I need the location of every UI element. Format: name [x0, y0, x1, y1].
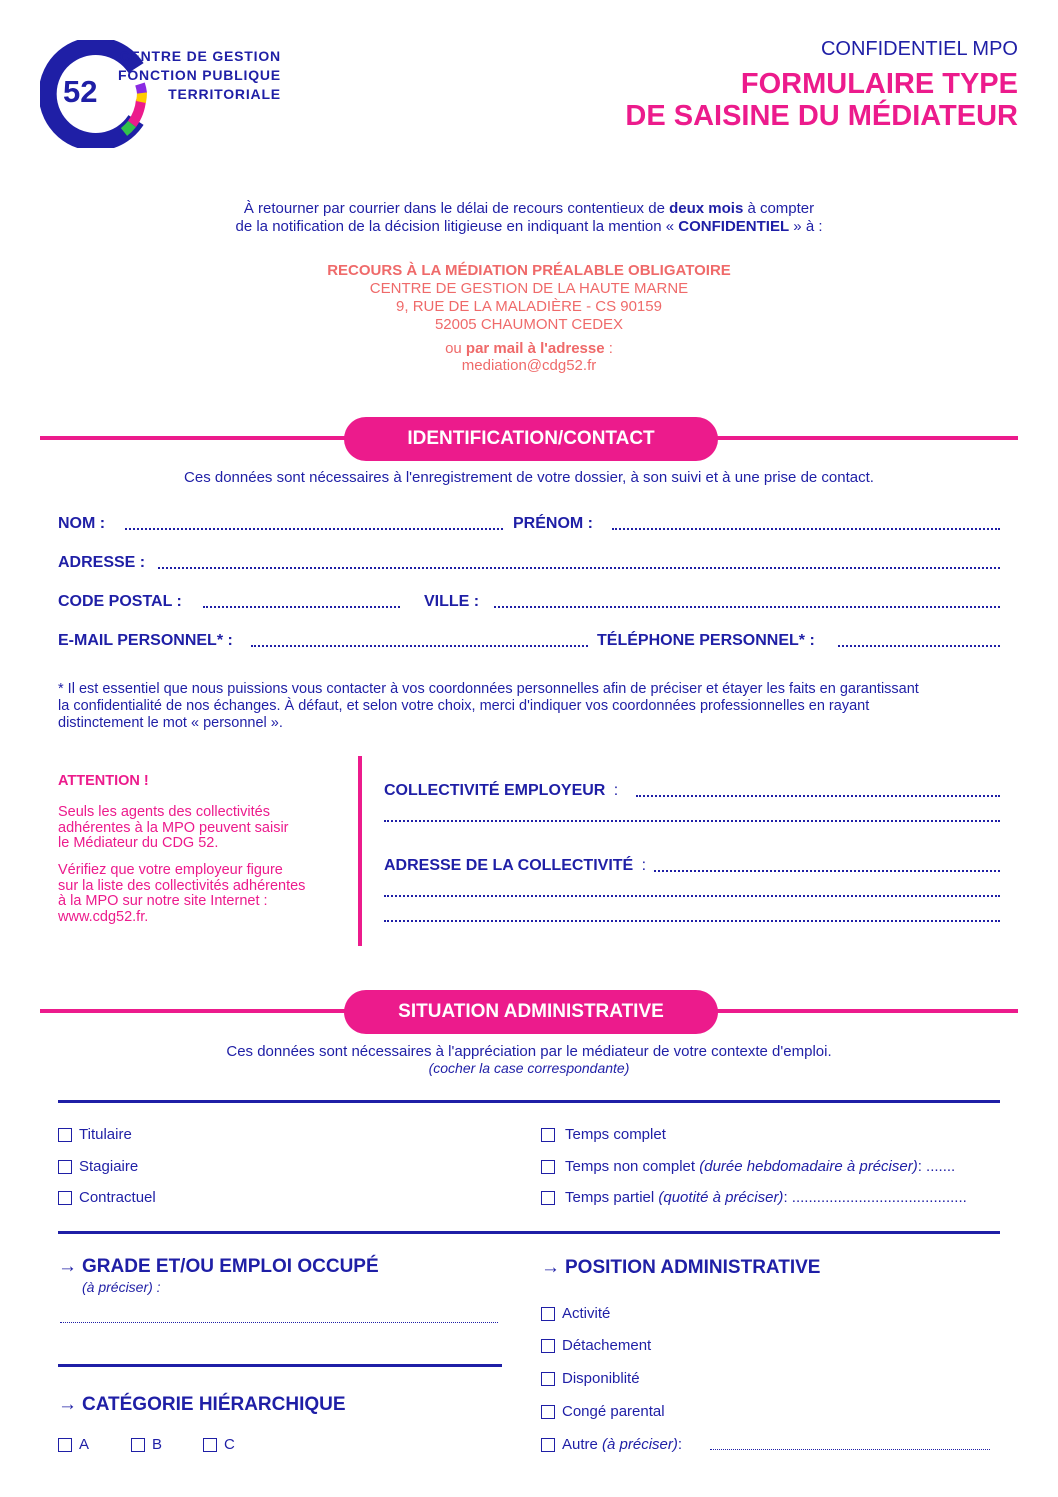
section1-subtitle: Ces données sont nécessaires à l'enregistrement de votre dossier, à son suivi et à une prise de contact.	[184, 469, 874, 486]
attention-text: sur la liste des collectivités adhérentes	[58, 877, 306, 894]
section-title-situation: SITUATION ADMINISTRATIVE	[344, 990, 718, 1034]
address-colon: :	[604, 340, 613, 357]
grade-note: (à préciser) :	[82, 1279, 161, 1295]
checkbox-temps-non-complet[interactable]	[541, 1158, 955, 1175]
arrow-right-icon: →	[58, 1394, 77, 1415]
checkbox-note: (à préciser)	[602, 1436, 678, 1453]
attention-text: adhérentes à la MPO peuvent saisir	[58, 819, 289, 836]
telephone-label: TÉLÉPHONE PERSONNEL* :	[597, 632, 815, 649]
checkbox-icon[interactable]	[58, 1191, 72, 1205]
section-title-identification: IDENTIFICATION/CONTACT	[344, 417, 718, 461]
logo-line-3: TERRITORIALE	[168, 86, 281, 102]
note-line-1: * Il est essentiel que nous puissions vous contacter à vos coordonnées personnelles afin de préciser et étayer les faits en garantissant	[58, 681, 919, 697]
checkbox-icon[interactable]	[541, 1160, 555, 1174]
grade-field[interactable]	[60, 1322, 498, 1323]
code-postal-field[interactable]	[203, 606, 400, 608]
checkbox-note: (quotité à préciser)	[658, 1189, 784, 1206]
checkbox-detachement[interactable]	[541, 1337, 651, 1354]
arrow-right-icon: →	[541, 1257, 560, 1278]
checkbox-contractuel[interactable]	[58, 1189, 156, 1206]
intro-deadline: deux mois	[669, 200, 744, 217]
checkbox-categorie-c[interactable]	[203, 1436, 235, 1453]
address-line-2: CENTRE DE GESTION DE LA HAUTE MARNE	[369, 280, 689, 297]
intro-line-2	[0, 218, 1058, 235]
checkbox-titulaire[interactable]	[58, 1126, 132, 1143]
grade-title: GRADE ET/OU EMPLOI OCCUPÉ	[82, 1256, 379, 1277]
arrow-right-icon: →	[58, 1256, 77, 1277]
logo-line-2: FONCTION PUBLIQUE	[118, 67, 281, 83]
adresse-collectivite-field-2[interactable]	[384, 895, 1000, 897]
blue-divider	[58, 1364, 502, 1367]
logo-number: 52	[63, 74, 98, 109]
checkbox-autre[interactable]	[541, 1436, 682, 1453]
checkbox-icon[interactable]	[58, 1128, 72, 1142]
intro-line-1	[0, 200, 1058, 217]
checkbox-temps-partiel[interactable]	[541, 1189, 967, 1206]
checkbox-icon[interactable]	[131, 1438, 145, 1452]
checkbox-note: (durée hebdomadaire à préciser)	[699, 1158, 918, 1175]
contact-note	[58, 681, 1008, 732]
checkbox-label: Stagiaire	[79, 1158, 139, 1175]
section2-subtitle-2: (cocher la case correspondante)	[428, 1060, 630, 1076]
checkbox-colon: :	[677, 1436, 683, 1453]
adresse-collectivite-colon: :	[641, 857, 647, 874]
position-title: POSITION ADMINISTRATIVE	[565, 1257, 821, 1278]
confidential-label: CONFIDENTIEL MPO	[820, 38, 1018, 60]
address-line-1: RECOURS À LA MÉDIATION PRÉALABLE OBLIGATOIRE	[327, 262, 731, 279]
checkbox-categorie-a[interactable]	[58, 1436, 89, 1453]
intro-text: de la notification de la décision litigieuse en indiquant la mention «	[235, 218, 679, 235]
attention-website[interactable]: www.cdg52.fr.	[58, 908, 149, 925]
logo-line-1: CENTRE DE GESTION	[119, 48, 281, 64]
categorie-title: CATÉGORIE HIÉRARCHIQUE	[82, 1394, 346, 1415]
checkbox-categorie-b[interactable]	[131, 1436, 162, 1453]
checkbox-icon[interactable]	[541, 1128, 555, 1142]
checkbox-icon[interactable]	[58, 1438, 72, 1452]
adresse-collectivite-label	[384, 857, 646, 875]
collectivite-text: COLLECTIVITÉ EMPLOYEUR	[384, 782, 606, 799]
adresse-collectivite-field[interactable]	[654, 870, 1000, 872]
checkbox-activite[interactable]	[541, 1305, 610, 1322]
checkbox-label: Détachement	[562, 1337, 652, 1354]
adresse-label: ADRESSE :	[58, 554, 146, 571]
checkbox-label: Temps complet	[565, 1126, 666, 1143]
checkbox-disponibilite[interactable]	[541, 1370, 640, 1387]
address-mail-label: par mail à l'adresse	[465, 340, 605, 357]
adresse-collectivite-field-3[interactable]	[384, 920, 1000, 922]
checkbox-label: B	[152, 1436, 163, 1453]
logo-text	[118, 47, 281, 104]
address-line-4: 52005 CHAUMONT CEDEX	[434, 316, 624, 333]
attention-paragraph-2	[58, 863, 358, 925]
checkbox-label: Disponiblité	[562, 1370, 640, 1387]
checkbox-label: Contractuel	[79, 1189, 156, 1206]
section2-subtitle: Ces données sont nécessaires à l'appréciation par le médiateur de votre contexte d'emploi.	[226, 1043, 832, 1060]
prenom-field[interactable]	[612, 528, 1000, 530]
address-line-3: 9, RUE DE LA MALADIÈRE - CS 90159	[396, 298, 662, 315]
collectivite-field[interactable]	[636, 795, 1000, 797]
vertical-divider	[358, 756, 362, 946]
note-line-2: la confidentialité de nos échanges. À défaut, et selon votre choix, merci d'indiquer vos coordonnées professionnelles en rayant	[58, 698, 870, 714]
checkbox-label: Activité	[562, 1305, 611, 1322]
checkbox-fill[interactable]: : .......	[917, 1158, 956, 1175]
collectivite-label	[384, 782, 618, 800]
checkbox-temps-complet[interactable]	[541, 1126, 666, 1143]
checkbox-icon[interactable]	[203, 1438, 217, 1452]
checkbox-icon[interactable]	[541, 1405, 555, 1419]
code-postal-label: CODE POSTAL :	[58, 593, 182, 610]
checkbox-label: Temps non complet	[565, 1158, 696, 1175]
checkbox-label: Congé parental	[562, 1403, 665, 1420]
note-line-3: distinctement le mot « personnel ».	[58, 715, 283, 731]
attention-text: Seuls les agents des collectivités	[58, 804, 270, 820]
intro-text: à compter	[743, 200, 815, 217]
blue-divider	[58, 1100, 1000, 1103]
address-or: ou	[445, 340, 466, 357]
checkbox-label: Temps partiel	[565, 1189, 655, 1206]
address-mail-line	[0, 340, 1058, 358]
intro-mention: CONFIDENTIEL	[678, 218, 790, 235]
categorie-heading	[58, 1394, 346, 1416]
page-title	[625, 68, 1018, 132]
ville-label: VILLE :	[424, 593, 480, 610]
nom-label: NOM :	[58, 515, 106, 532]
telephone-field[interactable]	[838, 645, 1000, 647]
address-email[interactable]: mediation@cdg52.fr	[461, 357, 597, 374]
attention-text: Vérifiez que votre employeur figure	[58, 862, 283, 878]
title-line-1: FORMULAIRE TYPE	[740, 68, 1018, 100]
checkbox-icon[interactable]	[541, 1372, 555, 1386]
checkbox-label: Titulaire	[79, 1126, 132, 1143]
email-field[interactable]	[251, 645, 588, 647]
checkbox-stagiaire[interactable]	[58, 1158, 138, 1175]
email-label: E-MAIL PERSONNEL* :	[58, 632, 233, 649]
title-line-2: DE SAISINE DU MÉDIATEUR	[625, 100, 1018, 132]
checkbox-fill[interactable]: : ..........................................	[783, 1189, 967, 1206]
adresse-field[interactable]	[158, 567, 1000, 569]
intro-text: À retourner par courrier dans le délai de recours contentieux de	[243, 200, 670, 217]
attention-text: à la MPO sur notre site Internet :	[58, 893, 268, 909]
checkbox-icon[interactable]	[58, 1160, 72, 1174]
grade-heading	[58, 1256, 379, 1278]
collectivite-field-2[interactable]	[384, 820, 1000, 822]
autre-field[interactable]	[710, 1449, 990, 1450]
collectivite-colon: :	[613, 782, 619, 799]
prenom-label: PRÉNOM :	[513, 515, 593, 532]
checkbox-icon[interactable]	[541, 1339, 555, 1353]
position-heading	[541, 1257, 820, 1279]
attention-title: ATTENTION !	[58, 773, 149, 789]
intro-text: » à :	[789, 218, 823, 235]
ville-field[interactable]	[494, 606, 1000, 608]
blue-divider	[58, 1231, 1000, 1234]
checkbox-label: C	[224, 1436, 235, 1453]
checkbox-icon[interactable]	[541, 1438, 555, 1452]
attention-paragraph-1	[58, 805, 358, 852]
checkbox-conge-parental[interactable]	[541, 1403, 665, 1420]
checkbox-icon[interactable]	[541, 1191, 555, 1205]
nom-field[interactable]	[125, 528, 503, 530]
adresse-collectivite-text: ADRESSE DE LA COLLECTIVITÉ	[384, 857, 634, 874]
checkbox-label: A	[79, 1436, 90, 1453]
attention-text: le Médiateur du CDG 52.	[58, 835, 219, 851]
checkbox-label: Autre	[562, 1436, 598, 1453]
checkbox-icon[interactable]	[541, 1307, 555, 1321]
